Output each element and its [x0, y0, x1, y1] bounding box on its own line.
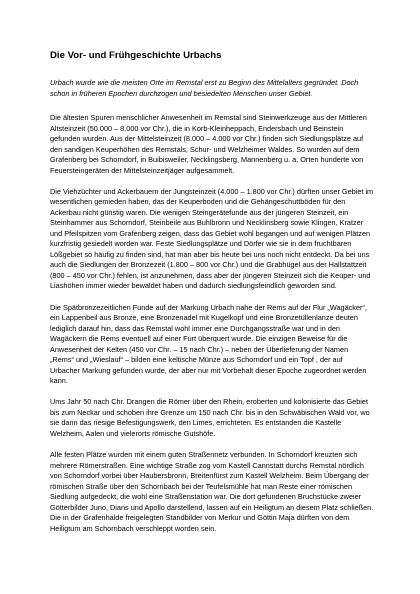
body-paragraph-4: Ums Jahr 50 nach Chr. Drangen die Römer über den Rhein, eroberten und kolonisierte das Gebiet bis zum Neckar und schoben ihre Grenze um 150 nach Chr. bis in den Schwäbischen Wald vor, wo sie dann das riesige Befestigungswerk, den Limes, errichteten. Es entstanden die Kastelle Welzheim, Aalen und vielerorts römische Gutshöfe. [50, 397, 370, 438]
intro-paragraph: Urbach wurde wie die meisten Orte im Remstal erst zu Beginn des Mittelalters gegründet. Doch schon in früheren Epochen durchzogen und besiedelten Menschen unser Gebiet. [50, 78, 359, 98]
body-paragraph-2: Die Viehzüchter und Ackerbauern der Jungsteinzeit (4.000 – 1.800 vor Chr.) dürften unser Gebiet im wesentlichen gemieden haben, das der Keuperboden und die Gehängeschuttböden für den Ackerbau nicht günstig waren. Die wenigen Steingerätefunde aus der jüngeren Steinzeit, ein Steinhammer aus Schorndorf, Steinbeile aus Buhlbronn und Necklinsberg sowie Klingen, Kratzer und Pfeilspitzen vom Grafenberg zeigen, dass das Gebiet wohl begangen und auf wenigen Plätzen kurzfristig gesiedelt worden war. Feste Siedlungsplätze und Dörfer wie sie in dem fruchtbaren Lößgebiet so häufig zu finden sind, hat man aber bis heute bei uns noch nicht entdeckt. Da bei uns auch die Siedlungen der Bronzezeit (1.800 – 800 vor Chr.) und die Grabhügel aus der Hallstattzeit (800 – 450 vor Chr.) fehlen, ist anzunehmen, dass aber der jüngeren Steinzeit sich die Keuper- und Liashöhen immer wieder bewaldet haben und dadurch siedlungsfeindlich geworden sind. [50, 186, 374, 291]
body-paragraph-5: Alle festen Plätze wurden mit einem guten Straßennetz verbunden. In Schorndorf kreuzten sich mehrere Römerstraßen. Eine wichtige Straße zog vom Kastell Cannstatt durchs Remstal nördlich von Schorndorf vorbei über Haubersbronn, Breitenfürst zum Kastell Welzheim. Beim Übergang der römischen Straße über den Schornbach bei der Teufelsmühle hat man Reste einer römischen Siedlung aufgedeckt, die wohl eine Straßenstation war. Die dort gefundenen Bruchstücke zweier Götterbilder Juno, Dians und Apollo darstellend, lassen auf ein Heiligtum an diesem Platz schließen. Die in der Grafenhalde freigelegten Standbilder von Merkur und Göttin Maja dürften von dem Heiligtum am Schornbach verschleppt worden sein. [50, 450, 374, 533]
body-paragraph-1: Die ältesten Spuren menschlicher Anwesenheit im Remstal sind Steinwerkzeuge aus der Mittleren Altsteinzeit (50.000 – 8.000 vor Chr.), die in Korb-Kleinheppach, Endersbach und Beinstein gefunden wurden. Aus der Mittelsteinzeit (8.000 – 4.000 vor Chr.) finden sich Siedlungsplätze auf den sandigen Keuperhöhen des Remstals, Schur- und Welzheimer Waldes. So wurden auf dem Grafenberg bei Schorndorf, in Buibisweiler, Necklingsberg, Mannenberg u. a. Orten hunderte von Feuersteingeräten der Mittelsteinzeitjäger aufgesammelt. [50, 113, 367, 175]
body-paragraph-3: Die Spätbronzezeitlichen Funde auf der Markung Urbach nahe der Rems auf der Flur „Wagäcker“, ein Lappenbeil aus Bronze, eine Bronzenadel mit Kugelkopf und eine Bronzetüllenlanze deuten lediglich darauf hin, dass das Remstal wohl immer eine Durchgangsstraße war und in den Wagäckern die Rems eventuell auf einer Furt überquert wurde. Die einzigen Beweise für die Anwesenheit der Kelten (450 vor Chr. – 15 nach Chr.) – neben der Überlieferung der Namen „Rems“ und „Wieslauf“ – bilden eine keltische Münze aus Schorndorf und ein Topf , der auf Urbacher Markung gefunden wurde, der aber nur mit Vorbehalt dieser Epoche zugeordnet werden kann. [50, 302, 367, 386]
document-title: Die Vor- und Frühgeschichte Urbachs [50, 50, 222, 61]
